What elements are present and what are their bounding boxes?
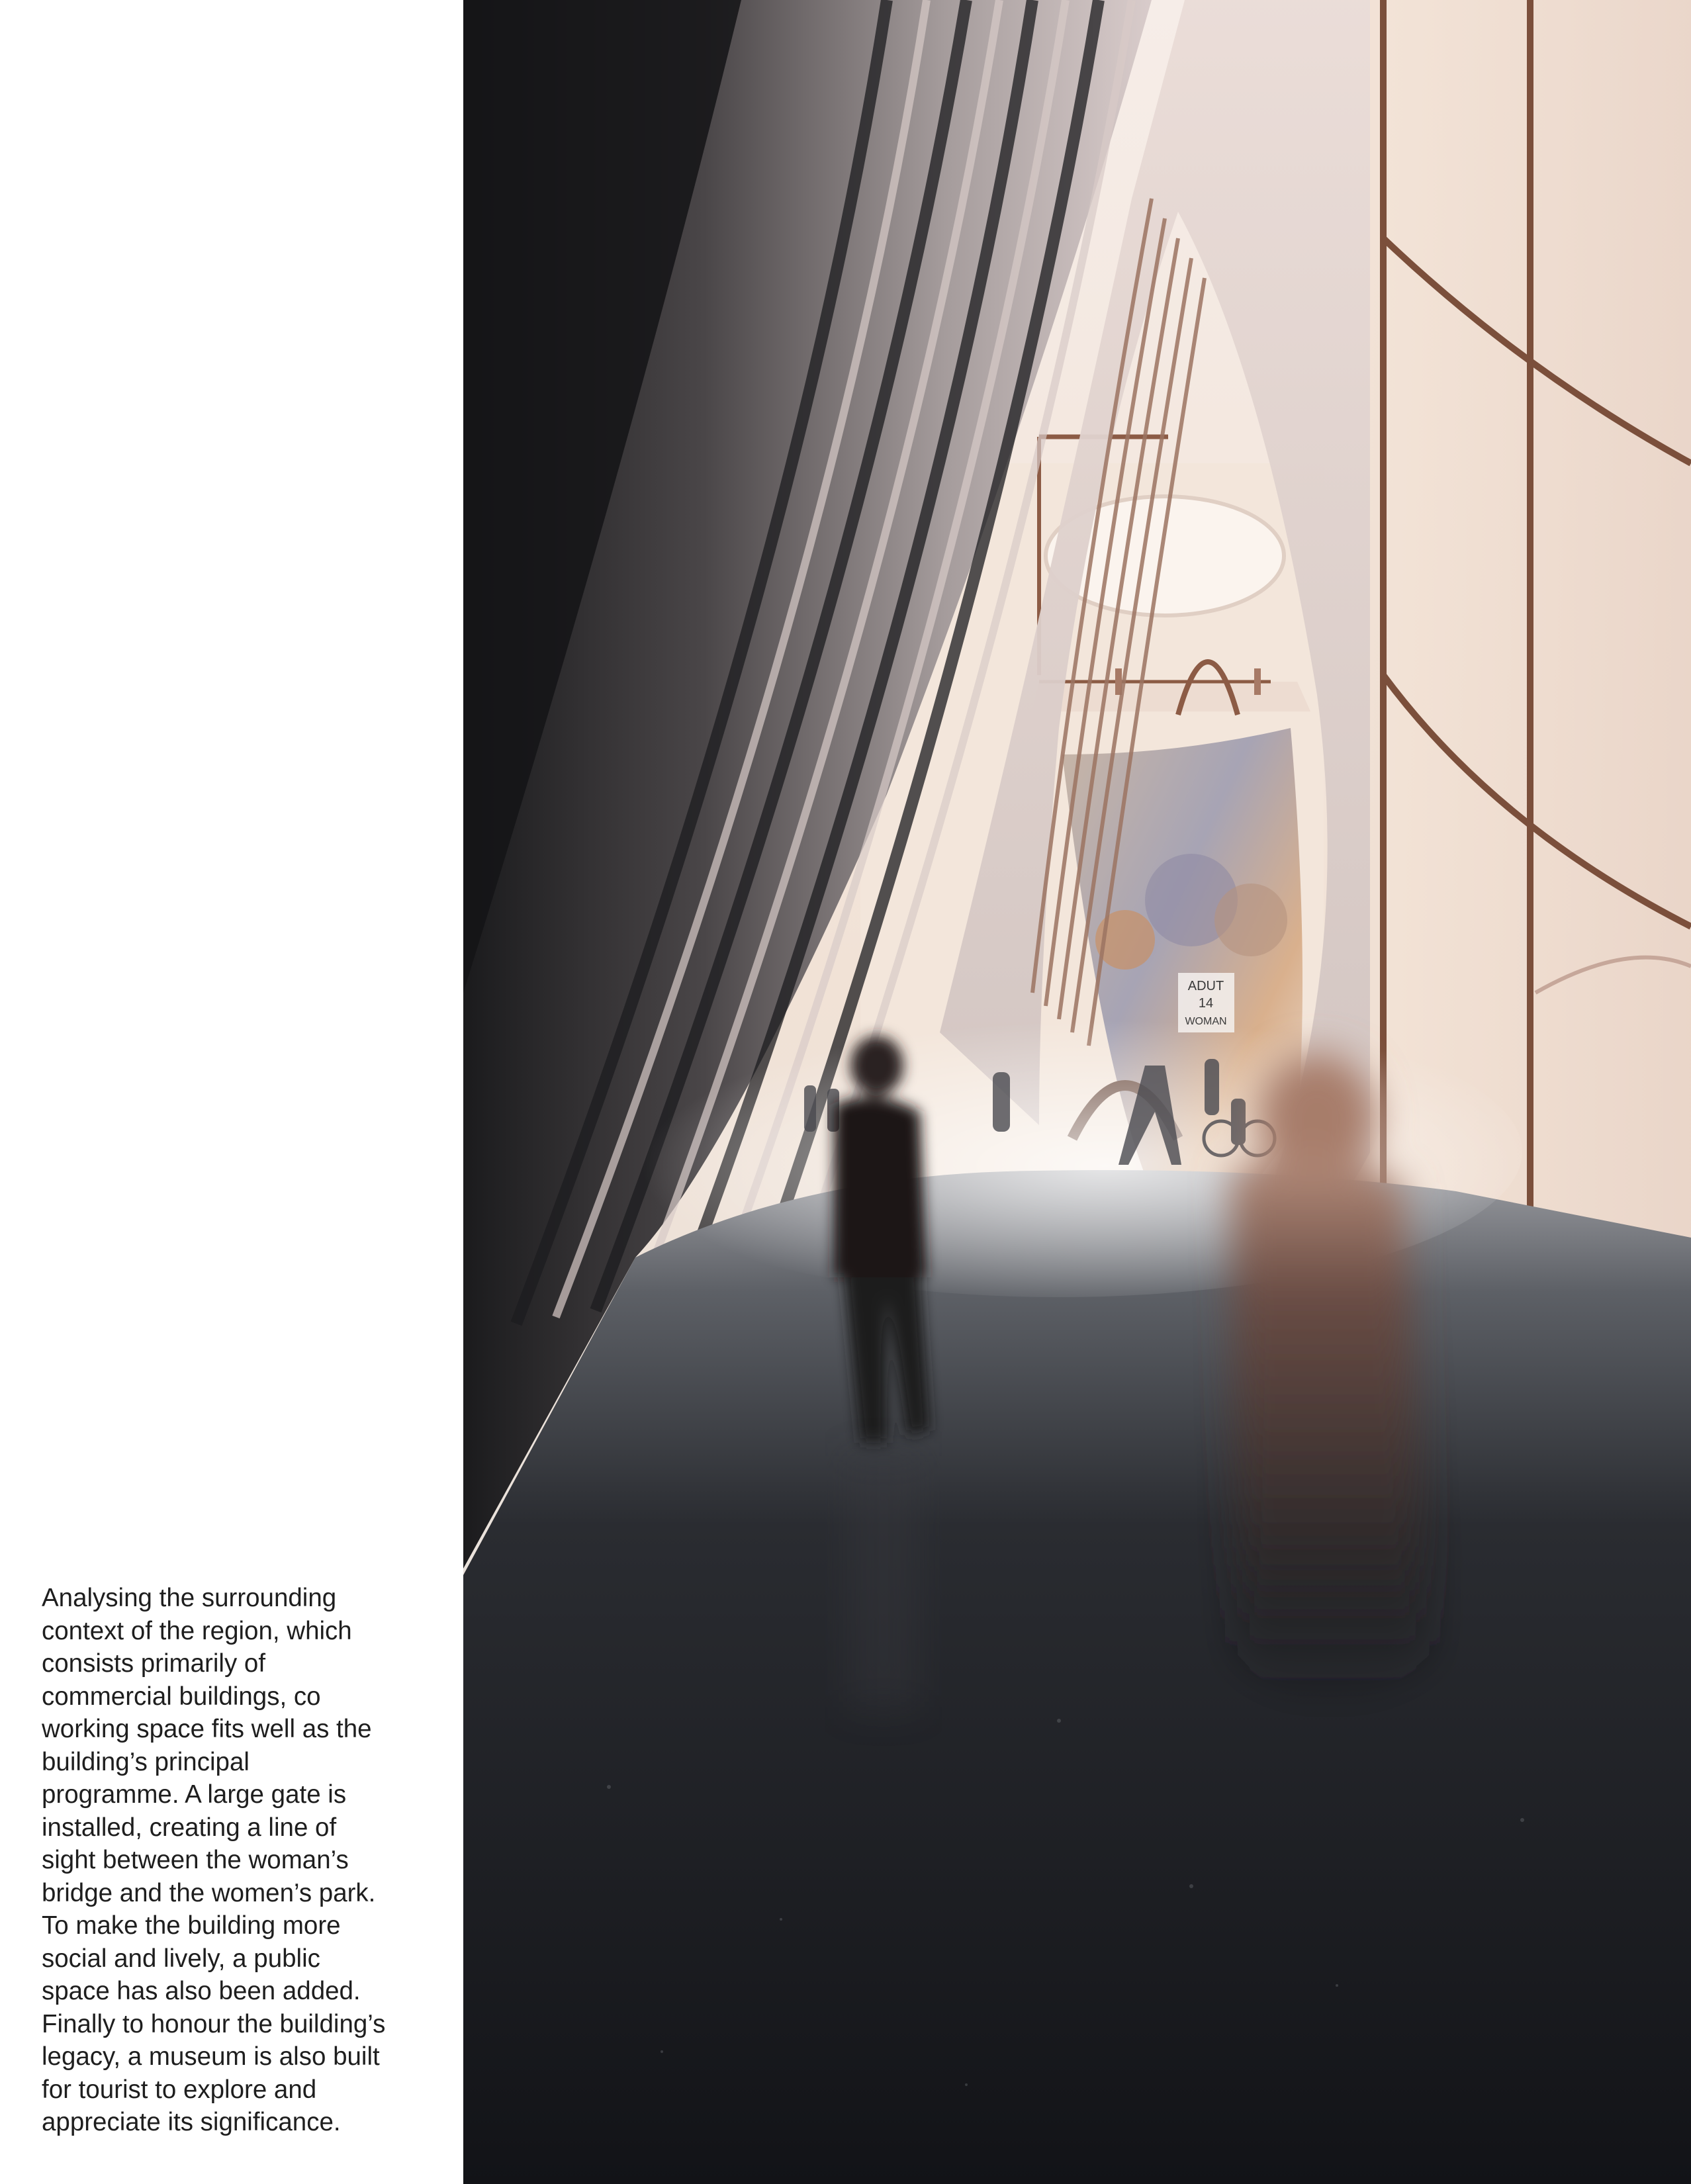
caption-line: Analysing the surrounding: [42, 1584, 337, 1612]
caption-line: context of the region, which: [42, 1616, 352, 1645]
text-column: [0, 0, 463, 2184]
caption-line: building’s principal: [42, 1747, 250, 1776]
caption-line: bridge and the women’s park.: [42, 1878, 376, 1907]
caption-line: programme. A large gate is: [42, 1780, 347, 1809]
caption-line: To make the building more: [42, 1911, 341, 1940]
caption-line: for tourist to explore and: [42, 2075, 317, 2104]
caption-line: legacy, a museum is also built: [42, 2042, 380, 2071]
mural-lettering: ADUT: [1187, 979, 1224, 993]
caption-line: sight between the woman’s: [42, 1846, 349, 1874]
person-reflection: [847, 1456, 920, 1707]
floor: [463, 1170, 1691, 2184]
caption-paragraph: [42, 1582, 426, 2139]
caption-line: space has also been added.: [42, 1977, 361, 2005]
caption-line: social and lively, a public: [42, 1944, 320, 1973]
render-illustration: [463, 0, 1691, 2184]
architectural-render: [463, 0, 1691, 2184]
caption-line: commercial buildings, co: [42, 1682, 321, 1711]
caption-line: installed, creating a line of: [42, 1813, 337, 1842]
mural-lettering: 14: [1198, 996, 1214, 1011]
caption-line: Finally to honour the building’s: [42, 2009, 386, 2038]
caption-line: consists primarily of: [42, 1649, 266, 1678]
caption-line: working space fits well as the: [42, 1715, 372, 1743]
caption-line: appreciate its significance.: [42, 2108, 341, 2136]
